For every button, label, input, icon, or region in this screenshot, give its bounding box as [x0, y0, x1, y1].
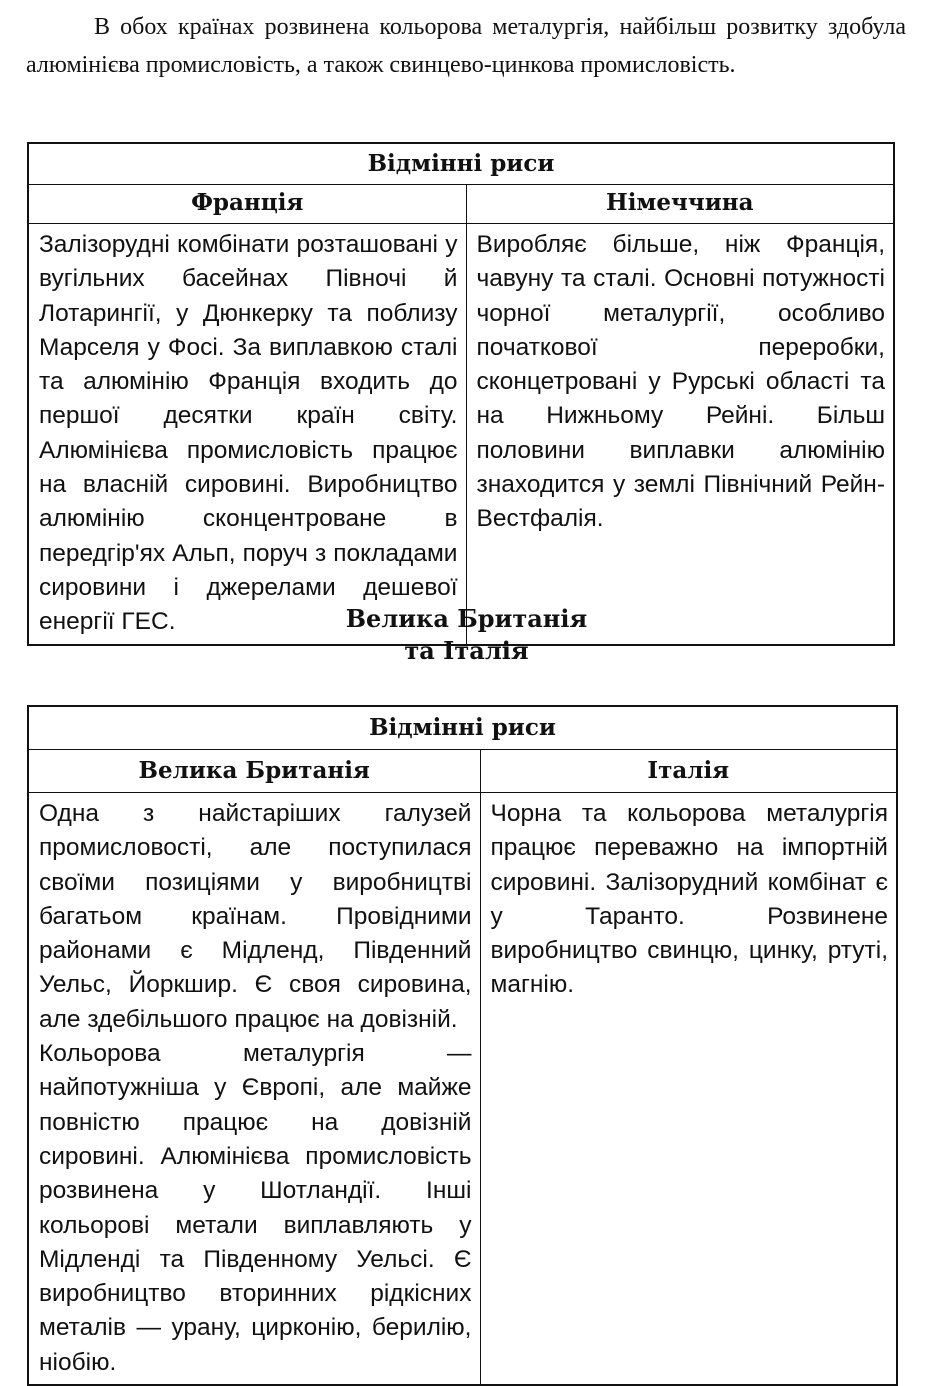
table1-col-france-title: Франція	[28, 185, 466, 224]
table1-col-germany-title: Німеччина	[466, 185, 894, 224]
britain-text-1: Одна з найстаріших галузей промисловості, але поступилася своїми позиціями у виробництві багатьом країнам. Провідними районами є Мідленд, Південний Уельс, Йоркшир. Є своя сировина, але здебільшого працює на довізній.	[39, 800, 472, 1033]
britain-text-2: Кольорова металургія — найпотужніша у Європі, але майже повністю працює на довізній сировині. Алюмінієва промисловість розвинена у Шотландії. Інші кольорові метали виплавляють у Мідленді та Південному Уельсі. Є виробництво вторинних рідкісних металів — урану, цирконію, берилію, ніобію.	[39, 1040, 472, 1376]
germany-text: Виробляє більше, ніж Франція, чавуну та сталі. Основні потужності чорної металургії, особливо початкової переробки, сконцетровані у Рурські області та на Нижньому Рейні. Більш половини виплавки алюмінію знаходится у землі Північний Рейн-Вестфалія.	[476, 231, 885, 533]
table-britain-italy	[27, 705, 898, 1386]
table2-britain-cell	[28, 793, 480, 1386]
table1-header: Відмінні риси	[28, 143, 894, 185]
intro-paragraph	[26, 8, 906, 84]
section-heading	[0, 603, 933, 667]
table2-col-italy-title: Італія	[480, 750, 897, 793]
table1-france-cell	[28, 224, 466, 645]
table2-header: Відмінні риси	[28, 706, 897, 750]
table1-germany-cell	[466, 224, 894, 645]
france-text: Залізорудні комбінати розташовані у вугільних басейнах Півночі й Лотарингії, у Дюнкерку та поблизу Марселя у Фосі. За виплавкою сталі та алюмінію Франція входить до першої десятки країн світу. Алюмінієва промисловість працює на власній сировині. Виробництво алюмінію сконцентроване в передгір'ях Альп, поруч з покладами сировини і джерелами дешевої енергії ГЕС.	[39, 231, 458, 636]
section-heading-line1: Велика Британія	[345, 604, 588, 633]
italy-text: Чорна та кольорова металургія працює переважно на імпортній сировині. Залізорудний комбінат є у Таранто. Розвинене виробництво свинцю, цинку, ртуті, магнію.	[490, 800, 888, 999]
intro-text: В обох країнах розвинена кольорова металургія, найбільш розвитку здобула алюмінієва промисловість, а також свинцево-цинкова промисловість.	[26, 14, 906, 78]
table-france-germany	[27, 142, 895, 646]
table2-italy-cell	[480, 793, 897, 1386]
table2-col-britain-title: Велика Британія	[28, 750, 480, 793]
section-heading-line2: та Італія	[404, 636, 529, 665]
